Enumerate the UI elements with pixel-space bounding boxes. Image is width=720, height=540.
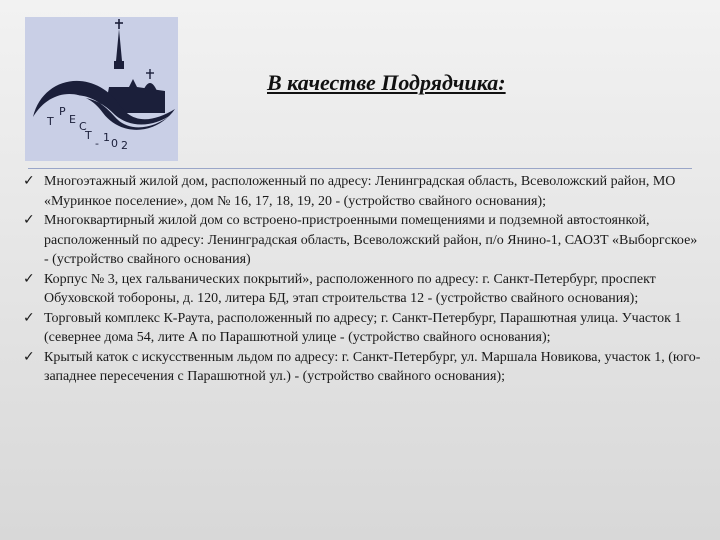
title-divider <box>28 168 692 169</box>
company-logo <box>25 17 178 161</box>
svg-text:0: 0 <box>111 137 118 150</box>
list-item-text: Многоквартирный жилой дом со встроено-пристроенными помещениями и подземной автостоянкой, расположенный по адресу: Ленинградская область, Всеволожский район, п/о Янино-1, САОЗТ «Выборгское» - (устройство свайного основания) <box>44 213 698 267</box>
checkmark-icon: ✓ <box>23 348 35 365</box>
svg-text:2: 2 <box>121 139 128 152</box>
svg-text:Т: Т <box>85 129 92 142</box>
list-item-text: Торговый комплекс К-Раута, расположенный по адресу; г. Санкт-Петербург, Парашютная улица. Участок 1 (севернее дома 54, лите А по Парашютной улице - (устройство свайного основания); <box>44 310 682 345</box>
list-item-text: Многоэтажный жилой дом, расположенный по адресу: Ленинградская область, Всеволожский район, МО «Муринкое поселение», дом № 16, 17, 18, 19, 20 - (устройство свайного основания); <box>44 174 676 209</box>
svg-text:-: - <box>95 137 99 150</box>
svg-text:С: С <box>79 120 87 133</box>
svg-text:1: 1 <box>103 131 110 144</box>
checkmark-icon: ✓ <box>23 212 35 228</box>
checkmark-icon: ✓ <box>23 270 35 287</box>
svg-text:Т: Т <box>47 115 54 128</box>
list-item <box>22 270 702 309</box>
list-item <box>22 348 702 387</box>
list-item <box>22 172 702 211</box>
page-title: В качестве Подрядчика: <box>267 70 506 95</box>
checkmark-icon: ✓ <box>23 309 35 326</box>
project-list <box>22 172 702 387</box>
svg-text:Е: Е <box>69 113 76 126</box>
list-item <box>22 309 702 348</box>
checkmark-icon: ✓ <box>23 173 35 189</box>
list-item-text: Крытый каток с искусственным льдом по адресу: г. Санкт-Петербург, ул. Маршала Новикова, участок 1, (юго-западнее пересечения с Парашютной ул.) - (устройство свайного основания); <box>44 349 701 384</box>
trest-102-emblem <box>25 17 178 161</box>
svg-text:Р: Р <box>59 105 66 118</box>
list-item-text: Корпус № 3, цех гальванических покрытий», расположенного по адресу: г. Санкт-Петербург, проспект Обуховской тобороны, д. 120, литера БД, этап строительства 12 - (устройство свайного основания); <box>44 271 656 306</box>
list-item <box>22 211 702 270</box>
